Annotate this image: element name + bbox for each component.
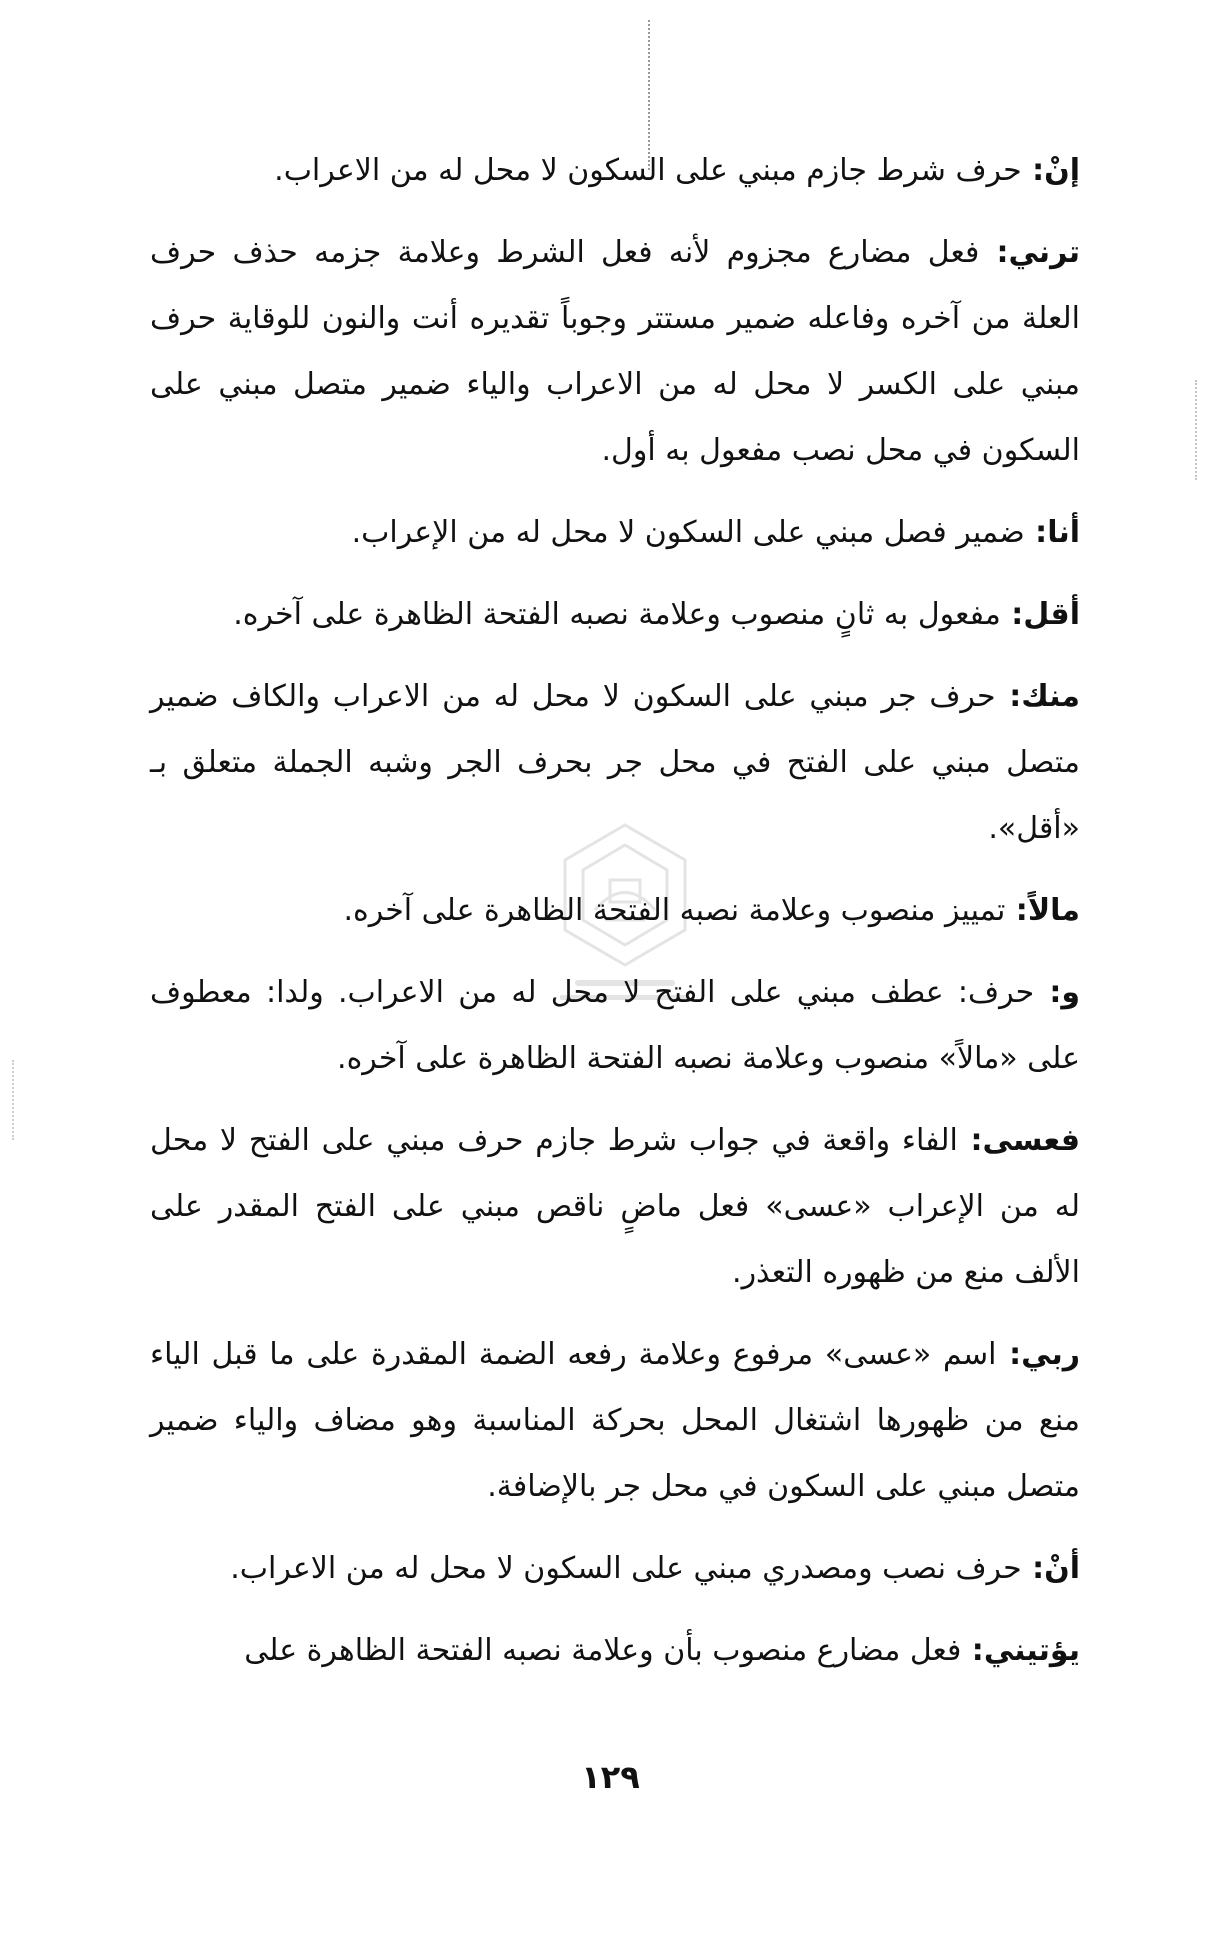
entry-fa-asa: فعسى: الفاء واقعة في جواب شرط جازم حرف مبني على الفتح لا محل له من الإعراب «عسى» فعل ماضٍ ناقص مبني على الفتح المقدر على الألف منع من ظهوره التعذر. — [150, 1123, 1080, 1290]
entry-text: ضمير فصل مبني على السكون لا محل له من الإعراب. — [351, 515, 1025, 550]
entry-rabbi: ربي: اسم «عسى» مرفوع وعلامة رفعه الضمة المقدرة على ما قبل الياء منع من ظهورها اشتغال المحل بحركة المناسبة وهو مضاف والياء ضمير متصل مبني على السكون في محل جر بالإضافة. — [150, 1337, 1080, 1504]
entry-text: حرف جر مبني على السكون لا محل له من الاعراب والكاف ضمير متصل مبني على الفتح في محل جر بحرف الجر وشبه الجملة متعلق بـ «أقل». — [150, 679, 1080, 846]
entry-word: أنا — [1047, 515, 1080, 550]
entry-word: ترني — [1008, 235, 1080, 270]
entry-in-shart: إنْ: حرف شرط جازم مبني على السكون لا محل له من الاعراب. — [274, 153, 1080, 188]
entry-wa: و: حرف: عطف مبني على الفتح لا محل له من الاعراب. ولدا: معطوف على «مالاً» منصوب وعلامة نصبه الفتحة الظاهرة على آخره. — [150, 975, 1080, 1076]
entry-text: مفعول به ثانٍ منصوب وعلامة نصبه الفتحة الظاهرة على آخره. — [233, 597, 1001, 632]
entry-text: حرف: عطف مبني على الفتح لا محل له من الاعراب. ولدا: معطوف على «مالاً» منصوب وعلامة نصبه الفتحة الظاهرة على آخره. — [150, 975, 1080, 1076]
entry-text: حرف شرط جازم مبني على السكون لا محل له من الاعراب. — [274, 153, 1022, 188]
entry-tarani: ترني: فعل مضارع مجزوم لأنه فعل الشرط وعلامة جزمه حذف حرف العلة من آخره وفاعله ضمير مستتر وجوباً تقديره أنت والنون للوقاية حرف مبني على الكسر لا محل له من الاعراب والياء ضمير متصل مبني على السكون في محل نصب مفعول به أول. — [150, 235, 1080, 468]
entry-text: تمييز منصوب وعلامة نصبه الفتحة الظاهرة على آخره. — [343, 893, 1006, 928]
entry-word: مالاً — [1027, 893, 1080, 928]
entry-malan: مالاً: تمييز منصوب وعلامة نصبه الفتحة الظاهرة على آخره. — [343, 893, 1080, 928]
entry-yutiyani: يؤتيني: فعل مضارع منصوب بأن وعلامة نصبه الفتحة الظاهرة على — [244, 1633, 1080, 1668]
entry-text: حرف نصب ومصدري مبني على السكون لا محل له من الاعراب. — [230, 1551, 1022, 1586]
scan-artifact-right — [1195, 380, 1197, 480]
entry-text: الفاء واقعة في جواب شرط جازم حرف مبني على الفتح لا محل له من الإعراب «عسى» فعل ماضٍ ناقص مبني على الفتح المقدر على الألف منع من ظهوره التعذر. — [150, 1123, 1080, 1290]
entry-an-nasb: أنْ: حرف نصب ومصدري مبني على السكون لا محل له من الاعراب. — [230, 1551, 1080, 1586]
entry-text: فعل مضارع مجزوم لأنه فعل الشرط وعلامة جزمه حذف حرف العلة من آخره وفاعله ضمير مستتر وجوباً تقديره أنت والنون للوقاية حرف مبني على الكسر لا محل له من الاعراب والياء ضمير متصل مبني على السكون في محل نصب مفعول به أول. — [150, 235, 1080, 468]
entry-word: أنْ — [1044, 1551, 1080, 1586]
entry-text: اسم «عسى» مرفوع وعلامة رفعه الضمة المقدرة على ما قبل الياء منع من ظهورها اشتغال المحل بحركة المناسبة وهو مضاف والياء ضمير متصل مبني على السكون في محل جر بالإضافة. — [150, 1337, 1080, 1504]
grammar-analysis-text — [150, 138, 1080, 1700]
entry-minka: منك: حرف جر مبني على السكون لا محل له من الاعراب والكاف ضمير متصل مبني على الفتح في محل جر بحرف الجر وشبه الجملة متعلق بـ «أقل». — [150, 679, 1080, 846]
entry-word: إنْ — [1044, 153, 1080, 188]
entry-word: و — [1061, 975, 1080, 1010]
entry-word: ربي — [1021, 1337, 1080, 1372]
scan-artifact-left — [12, 1060, 14, 1140]
entry-word: منك — [1021, 679, 1080, 714]
page-number: ١٢٩ — [581, 1758, 640, 1796]
entry-word: أقل — [1023, 597, 1080, 632]
entry-ana: أنا: ضمير فصل مبني على السكون لا محل له من الإعراب. — [351, 515, 1080, 550]
entry-word: فعسى — [982, 1123, 1080, 1158]
entry-text: فعل مضارع منصوب بأن وعلامة نصبه الفتحة الظاهرة على — [244, 1633, 962, 1668]
entry-word: يؤتيني — [983, 1633, 1080, 1668]
entry-aqall: أقل: مفعول به ثانٍ منصوب وعلامة نصبه الفتحة الظاهرة على آخره. — [233, 597, 1080, 632]
